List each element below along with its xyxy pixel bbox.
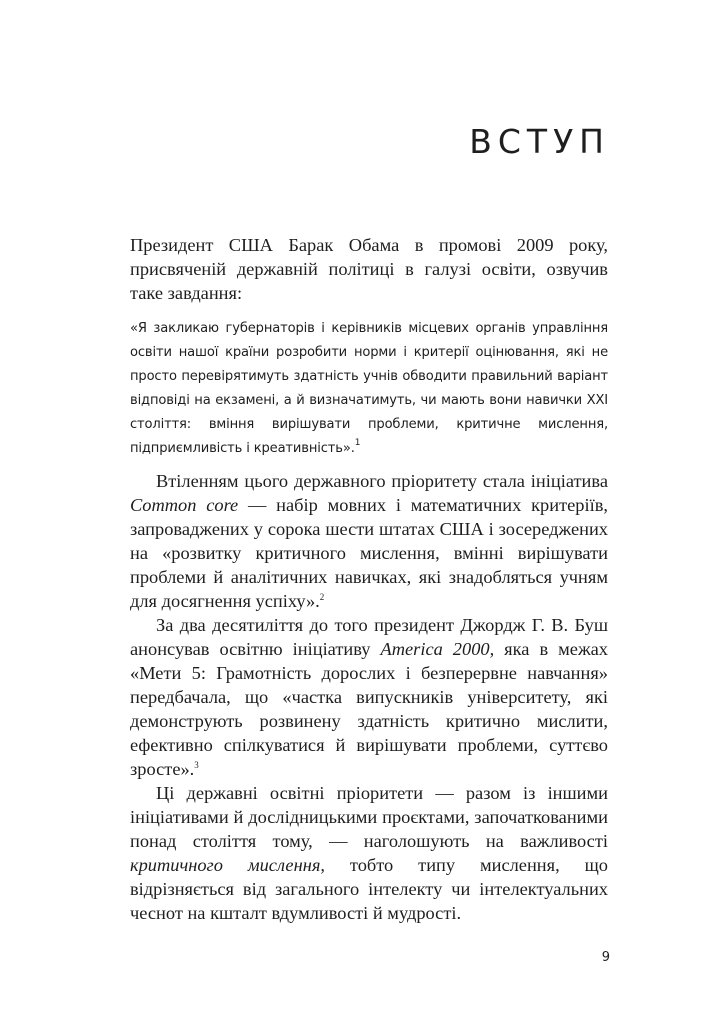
page-number: 9 xyxy=(601,950,610,965)
body-paragraph-3-italic: критичного мислення, xyxy=(130,855,325,875)
body-paragraph-3-text: Ці державні освітні пріоритети — разом із іншими ініціативами й дослідницькими проєктами, започаткованими понад століття тому, — наголошують на важливості xyxy=(130,783,608,851)
body-text xyxy=(130,469,608,925)
intro-text: Президент США Барак Обама в промові 2009 року, присвяченій державній політиці в галузі освіти, озвучив таке завдання: xyxy=(130,235,608,303)
body-paragraph-3-text-end: тобто типу мислення, що відрізняється від загального інтелекту чи інтелектуальних чеснот на кшталт вдумливості й мудрості. xyxy=(130,855,608,923)
block-quote xyxy=(130,317,608,461)
footnote-ref-3[interactable]: 3 xyxy=(194,760,199,770)
body-paragraph-1 xyxy=(130,469,608,613)
body-paragraph-1-text-end: — набір мовних і математичних критеріїв, запроваджених у сорока шести штатах США і зосереджених на «розвитку критичного мислення, вмінні вирішувати проблеми й аналітичних навичках, які знадобляться учням для досягнення успіху». xyxy=(130,495,608,611)
body-paragraph-1-text: Втіленням цього державного пріоритету стала ініціатива xyxy=(156,471,608,491)
body-paragraph-2-text-end: яка в межах «Мети 5: Грамотність дорослих і безперервне навчання» передбачала, що «частка випускників університету, які демонструють розвинену здатність критично мислити, ефективно спілкуватися й вирішувати проблеми, суттєво зросте». xyxy=(130,639,609,779)
quote-text: «Я закликаю губернаторів і керівників місцевих органів управління освіти нашої країни розробити норми і критерії оцінювання, які не просто перевірятимуть здатність учнів обводити правильний варіант відповіді на екзамені, а й визначатимуть, чи мають вони навички XXI століття: вміння вирішувати проблеми, критичне мислення, підприємливість і креативність». xyxy=(130,321,608,456)
body-paragraph-2-italic: America 2000, xyxy=(380,639,495,659)
chapter-title: ВСТУП xyxy=(469,122,610,161)
footnote-ref-2[interactable]: 2 xyxy=(319,592,325,602)
body-paragraph-1-italic: Common core xyxy=(130,495,239,515)
body-paragraph-2 xyxy=(130,613,608,781)
footnote-ref-1[interactable]: 1 xyxy=(354,438,361,448)
body-paragraph-3 xyxy=(130,781,608,925)
quote-paragraph xyxy=(130,317,608,461)
intro-paragraph xyxy=(130,233,608,305)
body-paragraph-2-text: За два десятиліття до того президент Джордж Г. В. Буш анонсував освітню ініціативу xyxy=(130,615,608,659)
